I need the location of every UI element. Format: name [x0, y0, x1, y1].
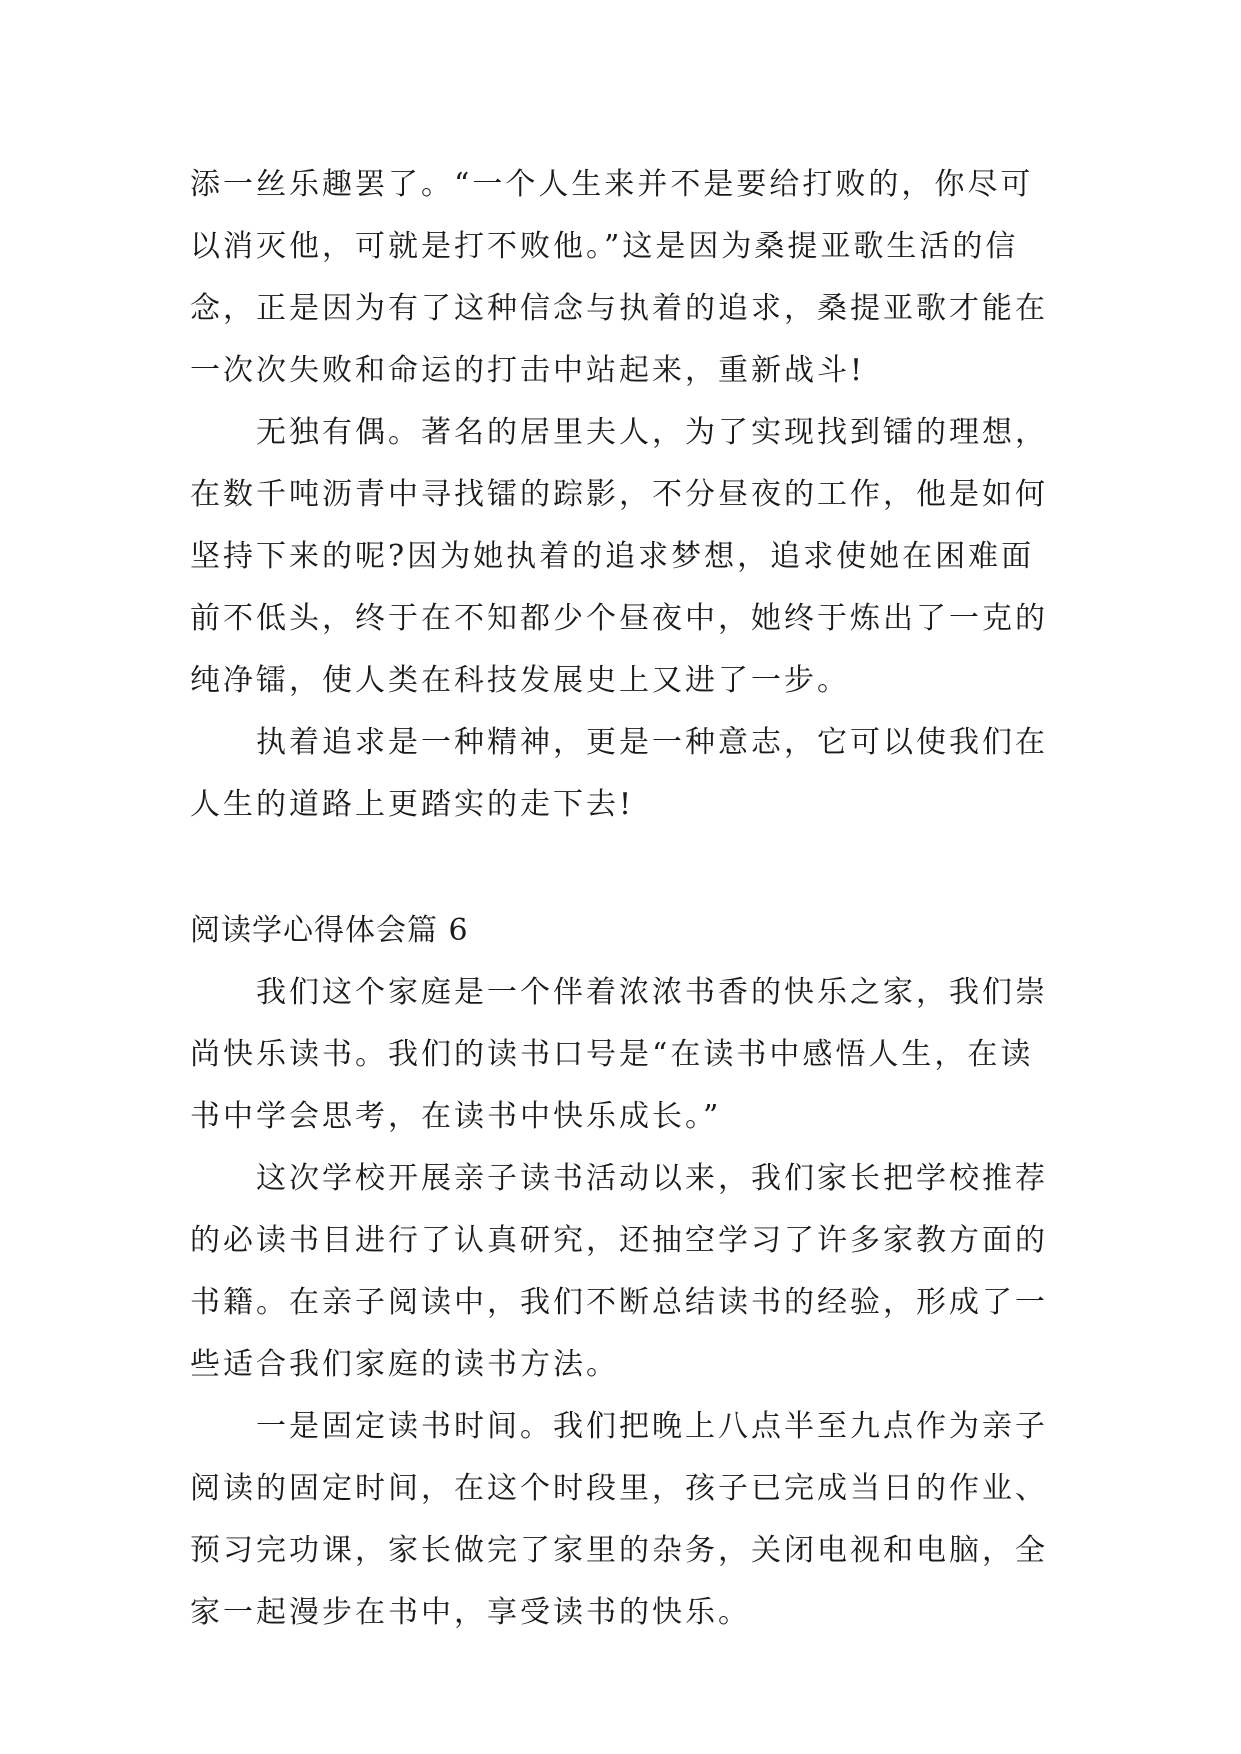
text-line: 这次学校开展亲子读书活动以来，我们家长把学校推荐 — [256, 1161, 1048, 1196]
text-line: 些适合我们家庭的读书方法。 — [190, 1347, 619, 1382]
paragraph-marie-curie — [190, 402, 1070, 712]
paragraph-family-reading — [190, 962, 1070, 1148]
text-line: 家一起漫步在书中，享受读书的快乐。 — [190, 1595, 751, 1630]
document-body — [190, 154, 1070, 1644]
text-line: 的必读书目进行了认真研究，还抽空学习了许多家教方面的 — [190, 1223, 1048, 1258]
paragraph-conclusion — [190, 712, 1070, 836]
text-line: 前不低头，终于在不知都少个昼夜中，她终于炼出了一克的 — [190, 601, 1048, 636]
paragraph-persistence-santiago — [190, 154, 1070, 402]
text-line: 书中学会思考，在读书中快乐成长。” — [190, 1099, 722, 1134]
text-line: 一是固定读书时间。我们把晚上八点半至九点作为亲子 — [256, 1409, 1048, 1444]
paragraph-fixed-reading-time — [190, 1396, 1070, 1644]
text-line: 阅读的固定时间，在这个时段里，孩子已完成当日的作业、 — [190, 1471, 1048, 1506]
text-line: 坚持下来的呢?因为她执着的追求梦想，追求使她在困难面 — [190, 539, 1035, 574]
text-line: 在数千吨沥青中寻找镭的踪影，不分昼夜的工作，他是如何 — [190, 477, 1048, 512]
section-spacer — [190, 836, 1070, 900]
section-heading: 阅读学心得体会篇 6 — [190, 913, 469, 948]
text-line: 以消灭他，可就是打不败他。”这是因为桑提亚歌生活的信 — [190, 229, 1019, 264]
text-line: 执着追求是一种精神，更是一种意志，它可以使我们在 — [256, 725, 1048, 760]
text-line: 无独有偶。著名的居里夫人，为了实现找到镭的理想， — [256, 415, 1048, 450]
text-line: 我们这个家庭是一个伴着浓浓书香的快乐之家，我们崇 — [256, 975, 1048, 1010]
text-line: 一次次失败和命运的打击中站起来，重新战斗! — [190, 353, 866, 388]
text-line: 添一丝乐趣罢了。“一个人生来并不是要给打败的，你尽可 — [190, 167, 1034, 202]
paragraph-school-activity — [190, 1148, 1070, 1396]
text-line: 尚快乐读书。我们的读书口号是“在读书中感悟人生，在读 — [190, 1037, 1034, 1072]
text-line: 纯净镭，使人类在科技发展史上又进了一步。 — [190, 663, 850, 698]
text-line: 人生的道路上更踏实的走下去! — [190, 787, 635, 822]
text-line: 预习完功课，家长做完了家里的杂务，关闭电视和电脑，全 — [190, 1533, 1048, 1568]
text-line: 书籍。在亲子阅读中，我们不断总结读书的经验，形成了一 — [190, 1285, 1048, 1320]
text-line: 念，正是因为有了这种信念与执着的追求，桑提亚歌才能在 — [190, 291, 1048, 326]
